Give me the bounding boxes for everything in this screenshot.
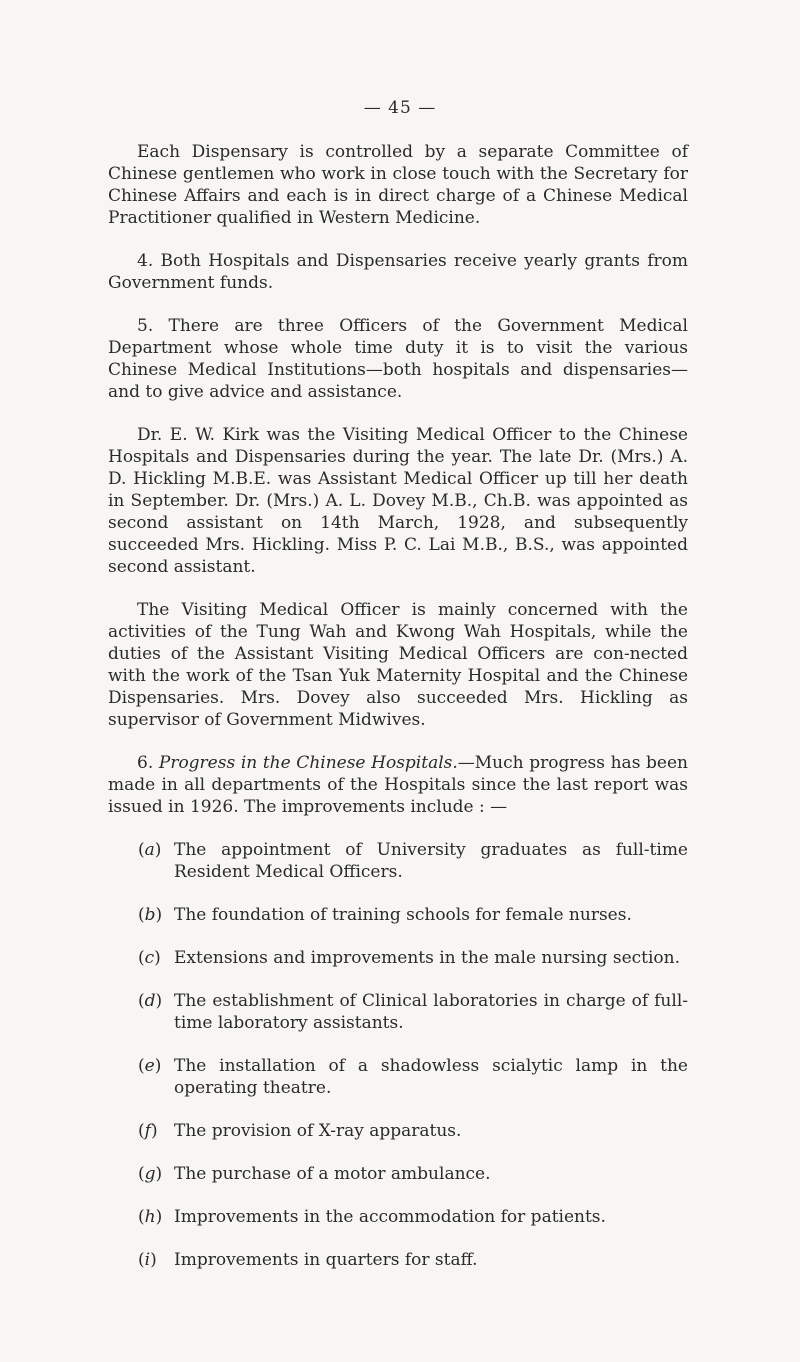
item-label: g [144,1164,156,1184]
list-item: (b) The foundation of training schools for female nurses. [138,905,632,925]
improvements-list [108,839,688,1271]
paragraph-grants: 4. Both Hospitals and Dispensaries receive yearly grants from Government funds. [108,251,688,293]
item-text: The provision of X-ray apparatus. [174,1121,462,1141]
item-text: Improvements in the accommodation for patients. [174,1207,606,1227]
list-item: (e) The installation of a shadowless scialytic lamp in the operating theatre. [138,1056,688,1098]
paragraph-progress [108,752,688,818]
paragraph-staff-appointments: Dr. E. W. Kirk was the Visiting Medical Officer to the Chinese Hospitals and Dispensaries during the year. The late Dr. (Mrs.) A. D. Hickling M.B.E. was Assistant Medical Officer up till her death in September. Dr. (Mrs.) A. L. Dovey M.B., Ch.B. was appointed as second assistant on 14th March, 1928, and subsequently succeeded Mrs. Hickling. Miss P. C. Lai M.B., B.S., was appointed second assistant. [108,425,688,577]
section-number: 6. [137,753,154,773]
list-item: (i) Improvements in quarters for staff. [138,1250,478,1270]
item-label: h [144,1207,156,1227]
item-text: The establishment of Clinical laboratories in charge of full-time laboratory assistants. [174,991,688,1033]
item-text: The purchase of a motor ambulance. [174,1164,491,1184]
list-item: (a) The appointment of University graduates as full-time Resident Medical Officers. [138,840,688,882]
item-text: The installation of a shadowless scialytic lamp in the operating theatre. [174,1056,688,1098]
paragraph-dispensary-committee: Each Dispensary is controlled by a separate Committee of Chinese gentlemen who work in close touch with the Secretary for Chinese Affairs and each is in direct charge of a Chinese Medical Practitioner qualified in Western Medicine. [108,142,688,228]
item-label: i [144,1250,151,1270]
item-label: e [144,1056,155,1076]
list-item: (g) The purchase of a motor ambulance. [138,1164,491,1184]
item-label: b [144,905,156,925]
section-text: —Much progress has been made in all departments of the Hospitals since the last report was issued in 1926. The improvements include : — [108,753,689,817]
list-item: (c) Extensions and improvements in the male nursing section. [138,948,681,968]
item-label: c [144,948,155,968]
list-item: (f) The provision of X-ray apparatus. [138,1121,462,1141]
paragraph-medical-officers: 5. There are three Officers of the Government Medical Department whose whole time duty it is to visit the various Chinese Medical Institutions—both hospitals and dispensaries— and to give advice and assistance. [108,316,688,402]
paragraph-duties: The Visiting Medical Officer is mainly concerned with the activities of the Tung Wah and Kwong Wah Hospitals, while the duties of the Assistant Visiting Medical Officers are con-nected with the work of the Tsan Yuk Maternity Hospital and the Chinese Dispensaries. Mrs. Dovey also succeeded Mrs. Hickling as supervisor of Government Midwives. [108,600,688,730]
list-item: (h) Improvements in the accommodation for patients. [138,1207,606,1227]
page-number: — 45 — [363,98,437,118]
item-text: Extensions and improvements in the male nursing section. [174,948,681,968]
item-text: Improvements in quarters for staff. [174,1250,478,1270]
item-text: The foundation of training schools for female nurses. [174,905,632,925]
section-heading: Progress in the Chinese Hospitals. [158,753,458,773]
document-body [108,141,688,1292]
item-label: d [144,991,156,1011]
item-label: f [144,1121,151,1141]
list-item: (d) The establishment of Clinical laboratories in charge of full-time laboratory assistants. [138,991,688,1033]
item-label: a [144,840,155,860]
item-text: The appointment of University graduates as full-time Resident Medical Officers. [174,840,688,882]
